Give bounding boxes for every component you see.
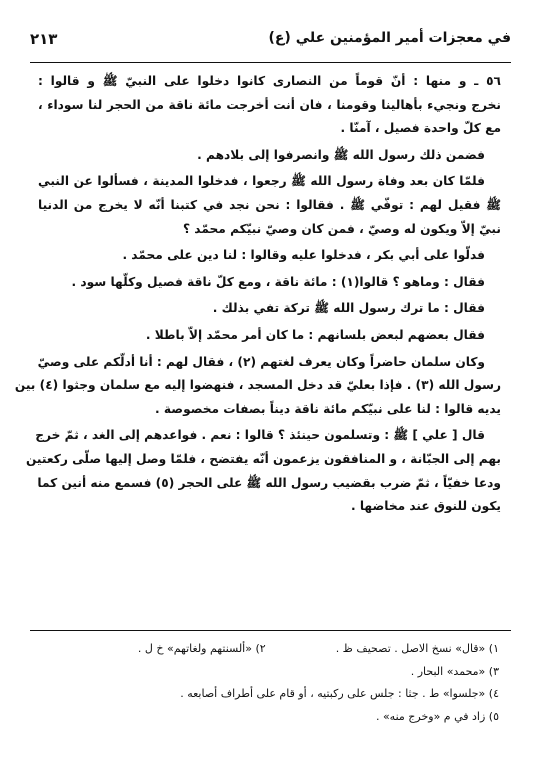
text-line: فقال : ما ترك رسول الله ﷺ تركة تفي بذلك . [212, 301, 485, 316]
text-line: مع كلّ واحدة فصيل ، آمنّا . [340, 121, 501, 136]
footnote-2: ٢) «ألسنتهم ولغاتهم» خ ل . [137, 642, 266, 655]
text-line: فلمّا كان بعد وفاة رسول الله ﷺ رجعوا ، فدخلوا المدينة ، فسألوا عن النبي [38, 174, 485, 189]
text-line: نخرج ونجيء بأهالينا وقومنا ، فان أنت أخرجت مائة ناقة من الحجر لنا سوداء ، [38, 97, 501, 112]
footnote-4: ٤) «جلسوا» ط . جثا : جلس على ركبتيه ، أو قام على أطراف أصابعه . [180, 687, 499, 700]
footnotes [40, 638, 499, 728]
footnote-1: ١) «قال» نسخ الاصل . تصحيف ظ . [335, 642, 499, 655]
text-line: وكان سلمان حاضراً وكان يعرف لغتهم (٢) ، فقال لهم : أنا أدلّكم على وصيّ [37, 354, 485, 369]
text-line: رسول الله (٣) . فإذا بعليّ قد دخل المسجد ، فنهضوا إليه مع سلمان وجثوا (٤) بين [14, 378, 501, 393]
text-line: فدلّوا على أبي بكر ، فدخلوا عليه وقالوا : لنا دين على محمّد . [122, 248, 485, 263]
body-text [14, 70, 501, 519]
text-line: فضمن ذلك رسول الله ﷺ وانصرفوا إلى بلادهم . [197, 147, 485, 162]
page-number: ٢١٣ [30, 30, 58, 48]
footnote-row [40, 638, 499, 661]
text-line: فقال بعضهم لبعض بلسانهم : ما كان أمر محمّد إلاّ باطلا . [145, 327, 485, 342]
text-line: نبيّ إلاّ ويكون له وصيّ ، فمن كان وصيّ نبيّكم محمّد ؟ [182, 221, 501, 236]
footnote-5: ٥) زاد في م «وخرج منه» . [375, 709, 499, 723]
text-line: ودعا خفيّاً ، ثمّ ضرب بقضيب رسول الله ﷺ على الحجر (٥) فسمع منه أنين كما [37, 475, 501, 490]
text-line: ﷺ فقيل لهم : توفّي ﷺ . فقالوا : نحن نجد في كتبنا أنّه لا يخرج من الدنيا [38, 197, 501, 212]
footnote-3: ٣) «محمد» البحار . [410, 664, 499, 678]
header-title: في معجزات أمير المؤمنين علي (ع) [268, 30, 511, 46]
text-line: فقال : وماهو ؟ قالوا(١) : مائة ناقة ، ومع كلّ ناقة فصيل وكلّها سود . [71, 274, 485, 289]
text-line: قال [ علي ] ﷺ : وتسلمون حينئذ ؟ قالوا : نعم . فواعدهم إلى الغد ، ثمّ خرج [35, 428, 485, 443]
text-line: يديه قالوا : لنا على نبيّكم مائة ناقة ديناً بصفات مخصوصة . [155, 401, 501, 416]
text-line: بهم إلى الجبّانة ، و المنافقون يزعمون أنّه يفتضح ، فلمّا وصل إليها صلّى ركعتين [25, 451, 501, 466]
running-header [30, 26, 511, 54]
text-line: يكون للنوق عند مخاضها . [350, 499, 501, 514]
footnote-rule [30, 630, 511, 631]
header-rule [30, 62, 511, 63]
text-line: ٥٦ ـ و منها : أنّ قوماً من النصارى كانوا دخلوا على النبيّ ﷺ و قالوا : [38, 74, 501, 88]
